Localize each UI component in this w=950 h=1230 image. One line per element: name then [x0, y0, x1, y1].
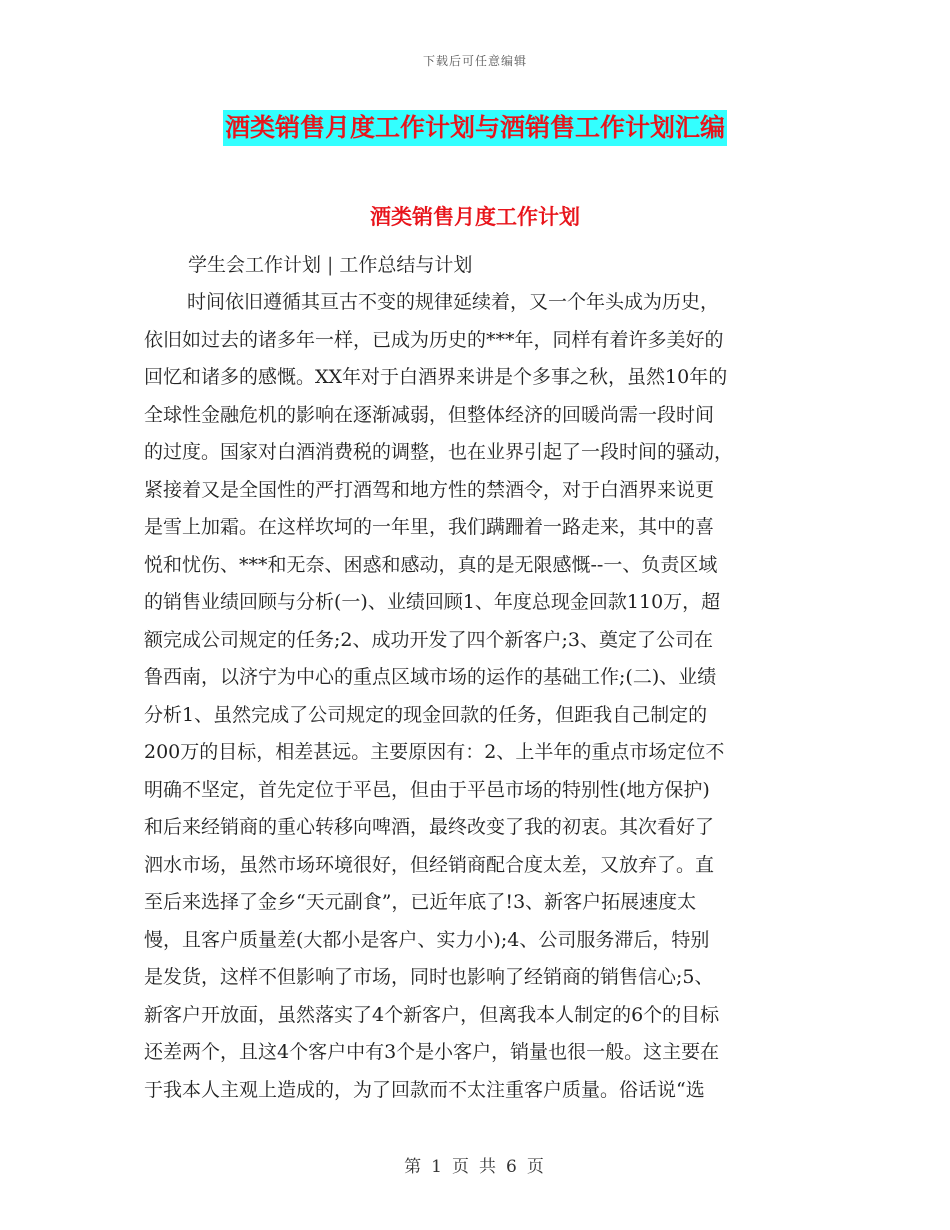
body-line: 是发货，这样不但影响了市场，同时也影响了经销商的销售信心;5、: [144, 966, 714, 988]
main-title-wrap: [0, 110, 950, 146]
body-line: 依旧如过去的诸多年一样，已成为历史的***年，同样有着许多美好的: [144, 328, 724, 351]
footer-page-mid: 页: [452, 1157, 471, 1177]
header-note: 下载后可任意编辑: [422, 54, 527, 68]
body-line: 额完成公司规定的任务;2、成功开发了四个新客户;3、奠定了公司在: [144, 628, 713, 651]
main-title: 酒类销售月度工作计划与酒销售工作计划汇编: [223, 110, 727, 146]
category-link-work-summary[interactable]: 工作总结与计划: [339, 254, 473, 276]
body-line: 悦和忧伤、***和无奈、困惑和感动，真的是无限感慨--一、负责区域: [144, 553, 718, 576]
body-line: 200万的目标，相差甚远。主要原因有：2、上半年的重点市场定位不: [144, 741, 725, 763]
body-line: 分析1、虽然完成了公司规定的现金回款的任务，但距我自己制定的: [144, 703, 708, 726]
footer-total-prefix: 共: [479, 1157, 498, 1177]
body-line: 泗水市场，虽然市场环境很好，但经销商配合度太差，又放弃了。直: [144, 853, 715, 876]
body-line: 全球性金融危机的影响在逐渐减弱，但整体经济的回暖尚需一段时间: [144, 403, 715, 426]
footer-page-number: 1: [431, 1157, 444, 1177]
body-line: 的销售业绩回顾与分析(一)、业绩回顾1、年度总现金回款110万，超: [144, 591, 721, 613]
page-footer: [0, 1152, 950, 1177]
body-line: 和后来经销商的重心转移向啤酒，最终改变了我的初衷。其次看好了: [144, 816, 715, 838]
body-line: 新客户开放面，虽然落实了4个新客户，但离我本人制定的6个的目标: [144, 1003, 720, 1026]
footer-page-prefix: 第: [404, 1157, 424, 1177]
category-separator: |: [327, 254, 334, 276]
body-line: 慢，且客户质量差(大都小是客户、实力小);4、公司服务滞后，特别: [144, 928, 710, 951]
body-line: 至后来选择了金乡“天元副食”，已近年底了!3、新客户拓展速度太: [144, 891, 697, 913]
body-text: [144, 284, 808, 1109]
body-line: 紧接着又是全国性的严打酒驾和地方性的禁酒令，对于白酒界来说更: [144, 478, 715, 501]
category-link-student-union[interactable]: 学生会工作计划: [188, 254, 322, 276]
body-line: 是雪上加霜。在这样坎坷的一年里，我们蹒跚着一路走来，其中的喜: [144, 516, 715, 538]
body-line: 时间依旧遵循其亘古不变的规律延续着，又一个年头成为历史，: [187, 291, 720, 313]
body-line: 还差两个，且这4个客户中有3个是小客户，销量也很一般。这主要在: [144, 1041, 720, 1063]
body-line: 的过度。国家对白酒消费税的调整，也在业界引起了一段时间的骚动，: [144, 441, 734, 463]
body-line: 明确不坚定，首先定位于平邑，但由于平邑市场的特别性(地方保护): [144, 778, 710, 801]
body-line: 于我本人主观上造成的，为了回款而不太注重客户质量。俗话说“选: [144, 1078, 705, 1101]
category-line: [188, 248, 472, 282]
body-line: 回忆和诸多的感慨。XX年对于白酒界来讲是个多事之秋，虽然10年的: [144, 366, 728, 388]
footer-total-pages: 6: [506, 1157, 519, 1177]
body-line: 鲁西南，以济宁为中心的重点区域市场的运作的基础工作;(二)、业绩: [144, 666, 717, 688]
section-title: 酒类销售月度工作计划: [370, 205, 580, 229]
footer-total-suffix: 页: [526, 1157, 546, 1177]
